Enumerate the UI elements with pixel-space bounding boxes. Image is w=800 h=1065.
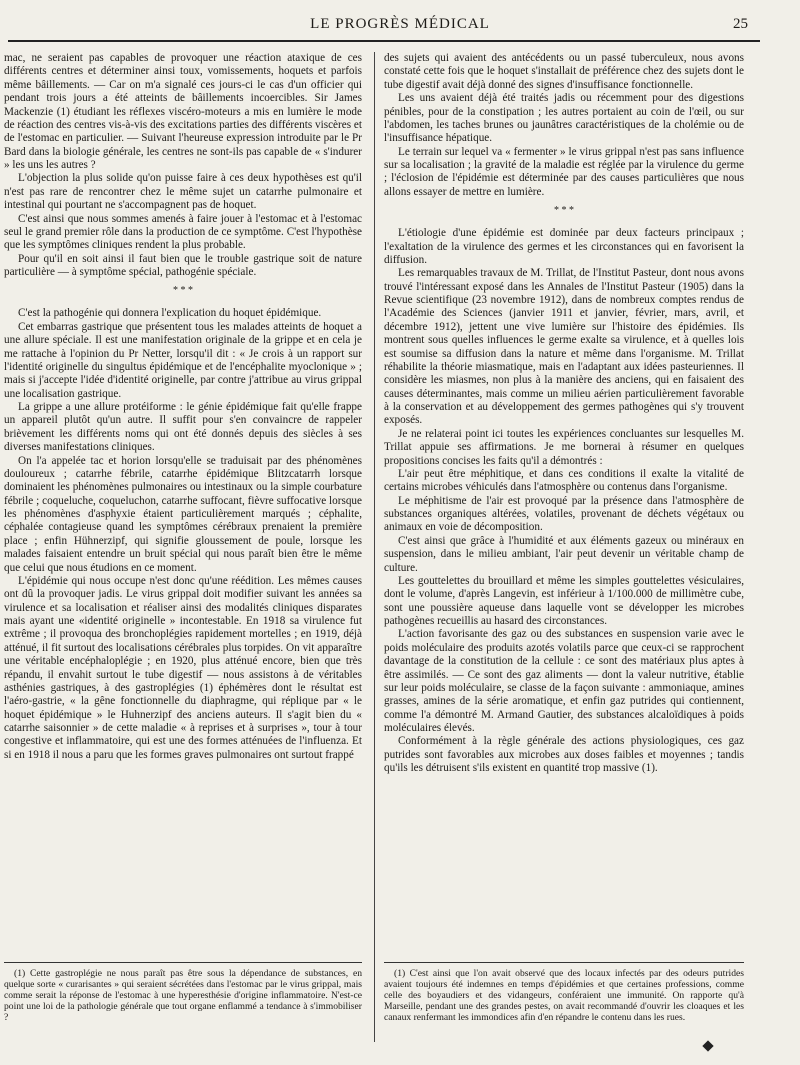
paragraph: L'action favorisante des gaz ou des substances en suspension varie avec le poids moléculaire des produits azotés volatils parce que ceux-ci se rapprochent davantage de la constitution de la cellule : ce sont des matériaux plus aptes à être assimilés. — Ce sont des gaz aliments — dont la valeur nutritive, établie sur leur poids moléculaire, se classe de la façon suivante : ammoniaque, amines grasses, amines de la série aromatique, et enfin gaz putrides qui contiennent, comme l'a démontré M. Armand Gautier, des substances alcaloïdiques à poids moléculaires élevés.: [384, 628, 744, 734]
right-column: [384, 52, 744, 964]
paragraph: Les gouttelettes du brouillard et même les simples gouttelettes vésiculaires, dont le volume, d'après Langevin, est inférieur à 1/100.000 de millimètre cube, sont une poussière aqueuse dans laquelle vont se développer les microbes pathogènes recueillis au hasard des circonstances.: [384, 574, 744, 627]
footnote-text: (1) C'est ainsi que l'on avait observé que des locaux infectés par des odeurs putrides avaient toujours été indemnes en temps d'épidémies et que certaines professions, comme celle des boyaudiers et des vidangeurs, conféraient une immunité. On rapporte qu'à Marseille, pendant une des grandes pestes, on avait recommandé d'ouvrir les cloaques et les canaux renfermant les immondices afin d'en répandre le contenu dans les rues.: [384, 968, 744, 1023]
section-separator: * * *: [173, 285, 193, 297]
footnote-rule: [384, 962, 744, 963]
paragraph: Les remarquables travaux de M. Trillat, de l'Institut Pasteur, dont nous avons trouvé l'intéressant exposé dans les Annales de l'Institut Pasteur (1905) dans la Revue scientifique (23 novembre 1912), dans de nombreux comptes rendus de l'Académie des Sciences (janvier 1911 et janvier, février, mars, avril, et décembre 1912), jettent une vive lumière sur l'histoire des épidémies. Ils montrent sous quelles influences le germe exalte sa virulence, et à quelles lois est soumise sa diffusion dans la nature et même dans l'organisme. M. Trillat réhabilite la théorie miasmatique, mais en l'adaptant aux idées pasteuriennes. Il considère les miasmes, non plus à la manière des anciens, qui en faisaient des causes déterminantes, mais comme un milieu aérien particulièrement favorable à la conservation et au développement des germes pathogènes qui s'y trouvent exposés.: [384, 267, 744, 427]
section-separator: * * *: [554, 205, 574, 217]
left-column: [4, 52, 362, 964]
page-header: [0, 0, 800, 46]
paragraph: On l'a appelée tac et horion lorsqu'elle se traduisait par des phénomènes douloureux ; catarrhe fébrile, catarrhe épidémique Blitzcatarrh lorsque dominaient les phénomènes pulmonaires ou intestinaux ou la simple courbature fébrile ; coqueluche, coqueluchon, catarrhe suffocant, fièvre suffocative lorsque les phénomènes d'asphyxie étaient particulièrement marqués ; céphalite, céphalée contagieuse quand les symptômes cérébraux prenaient la première place ; enfin Hühnerzipf, qui signifie gloussement de poule, lorsque les malades faisaient entendre un bruit spécial qui nous paraît bien être le même que celui que nous étudions en ce moment.: [4, 454, 362, 574]
paragraph: L'épidémie qui nous occupe n'est donc qu'une réédition. Les mêmes causes ont dû la provoquer jadis. Le virus grippal doit modifier suivant les années sa virulence et sa localisation et réaliser ainsi des modalités cliniques disparates mais ayant une «identité originelle » incontestable. En 1918 sa virulence fut extrême ; il provoqua des bronchoplégies rapidement mortelles ; en 1919, déjà atténué, il fit surtout des localisations cérébrales plus torpides. On vit apparaître une véritable encéphaloplégie ; en 1920, plus atténué encore, bien que très répandu, il envahit surtout le tube digestif — nous assistons à de véritables asthénies gastriques, à des gastroplégies (1) éphémères dont le résultat est l'aéro-gastrie, « la gêne fonctionnelle du diaphragme, qui réplique par « le hoquet épidémique » le Huhnerzipf des anciens auteurs. Il s'agit bien du « catarrhe saisonnier » de cette maladie « à reprises et à surprises », tour à tour congestive et inflammatoire, qui est une des formes atténuées de l'influenza. Et si en 1918 il nous a paru que les formes graves pulmonaires ont surtout frappé: [4, 574, 362, 761]
header-rule: [8, 40, 760, 42]
paragraph: C'est ainsi que nous sommes amenés à faire jouer à l'estomac et à l'estomac seul le grand premier rôle dans la production de ce symptôme. C'est l'hypothèse que les symptômes cliniques rendent la plus probable.: [4, 212, 362, 252]
paragraph: Conformément à la règle générale des actions physiologiques, ces gaz putrides sont favorables aux microbes aux doses faibles et moyennes ; tandis qu'ils les détruisent s'ils existent en quantité trop massive (1).: [384, 735, 744, 775]
paragraph: L'objection la plus solide qu'on puisse faire à ces deux hypothèses est qu'il n'est pas rare de rencontrer chez le même sujet un catarrhe pulmonaire et intestinal qui pourtant ne s'accompagnent pas de hoquet.: [4, 172, 362, 212]
paragraph: La grippe a une allure protéiforme : le génie épidémique fait qu'elle frappe un appareil plutôt qu'un autre. Il suffit pour s'en convaincre de rappeler brièvement les différents noms qui ont été donnés depuis des siècles à ses diverses manifestations cliniques.: [4, 401, 362, 454]
paragraph: C'est ainsi que grâce à l'humidité et aux éléments gazeux ou minéraux en suspension, dans le milieu ambiant, l'air peut devenir un véritable champ de culture.: [384, 534, 744, 574]
paragraph: Pour qu'il en soit ainsi il faut bien que le trouble gastrique soit de nature particulière — à symptôme spécial, pathogénie spéciale.: [4, 252, 362, 278]
footnote-text: (1) Cette gastroplégie ne nous paraît pas être sous la dépendance de substances, en quelque sorte « curarisantes » qui seraient sécrétées dans l'estomac par le virus grippal, mais comme serait la réponse de l'estomac à une hyperesthésie d'origine inflammatoire. N'est-ce point une loi de la pathologie générale que tout organe enflammé a tendance à s'immobiliser ?: [4, 968, 362, 1023]
paragraph: Je ne relaterai point ici toutes les expériences concluantes sur lesquelles M. Trillat appuie ses affirmations. Je me bornerai à résumer en quelques propositions concises les faits qu'il a démontrés :: [384, 427, 744, 467]
column-divider: [374, 52, 375, 1042]
running-title: LE PROGRÈS MÉDICAL: [310, 16, 490, 32]
paragraph: Les uns avaient déjà été traités jadis ou récemment pour des digestions pénibles, pour de la constipation ; les autres portaient au coin de l'œil, ou sur l'abdomen, les taches brunes ou jaunâtres caractéristiques de la cholémie ou de l'insuffisance hépatique.: [384, 92, 744, 145]
paragraph: L'air peut être méphitique, et dans ces conditions il exalte la vitalité de certains microbes véhiculés dans l'atmosphère ou contenus dans l'organisme.: [384, 467, 744, 494]
paragraph: Le méphitisme de l'air est provoqué par la présence dans l'atmosphère de substances organiques altérées, volatiles, provenant de déchets végétaux ou animaux en voie de décomposition.: [384, 494, 744, 534]
paragraph: L'étiologie d'une épidémie est dominée par deux facteurs principaux ; l'exaltation de la virulence des germes et les circonstances qui en favorisent la diffusion.: [384, 227, 744, 266]
end-ornament: [702, 1040, 713, 1051]
footnote-rule: [4, 962, 362, 963]
paragraph: Le terrain sur lequel va « fermenter » le virus grippal n'est pas sans influence sur sa localisation ; la gravité de la maladie est réglée par la virulence du germe ; l'éclosion de l'épidémie est déterminée par des causes particulières que nous allons essayer de mettre en lumière.: [384, 145, 744, 198]
footnote-right: [384, 968, 744, 1023]
paragraph: Cet embarras gastrique que présentent tous les malades atteints de hoquet a une allure spéciale. Il est une manifestation originale de la grippe et en cela je me rattache à l'opinion du Pr Netter, lorsqu'il dit : « Je crois à un rapport sur l'identité originelle du singultus épidémique et de l'encéphalite myoclonique » ; mais si j'accepte l'idée d'identité originelle, par contre j'attribue au virus grippal une localisation gastrique.: [4, 320, 362, 400]
footnote-left: [4, 968, 362, 1023]
paragraph: mac, ne seraient pas capables de provoquer une réaction ataxique de ces différents centres et déterminer ainsi toux, vomissements, hoquets et parfois même bâillements. — Car on m'a signalé ces jours-ci le cas d'un officier qui pendant trois jours a été atteints de bâillements incoercibles. Sir James Mackenzie (1) étudiant les réflexes viscéro-moteurs a mis en lumière le mode de réaction des centres vis-à-vis des excitations parties des différents viscères et de l'estomac en particulier. — Suivant l'heureuse expression introduite par le Pr Bard dans la biologie générale, les centres ne sont-ils pas capable de « s'indurer » les uns les autres ?: [4, 52, 362, 171]
page-number: 25: [733, 16, 748, 32]
paragraph: C'est la pathogénie qui donnera l'explication du hoquet épidémique.: [18, 307, 322, 320]
paragraph: des sujets qui avaient des antécédents ou un passé tuberculeux, nous avons constaté cette fois que le hoquet s'installait de préférence chez des sujets dont le tube digestif avait déjà donné des signes d'insuffisance fonctionnelle.: [384, 52, 744, 91]
